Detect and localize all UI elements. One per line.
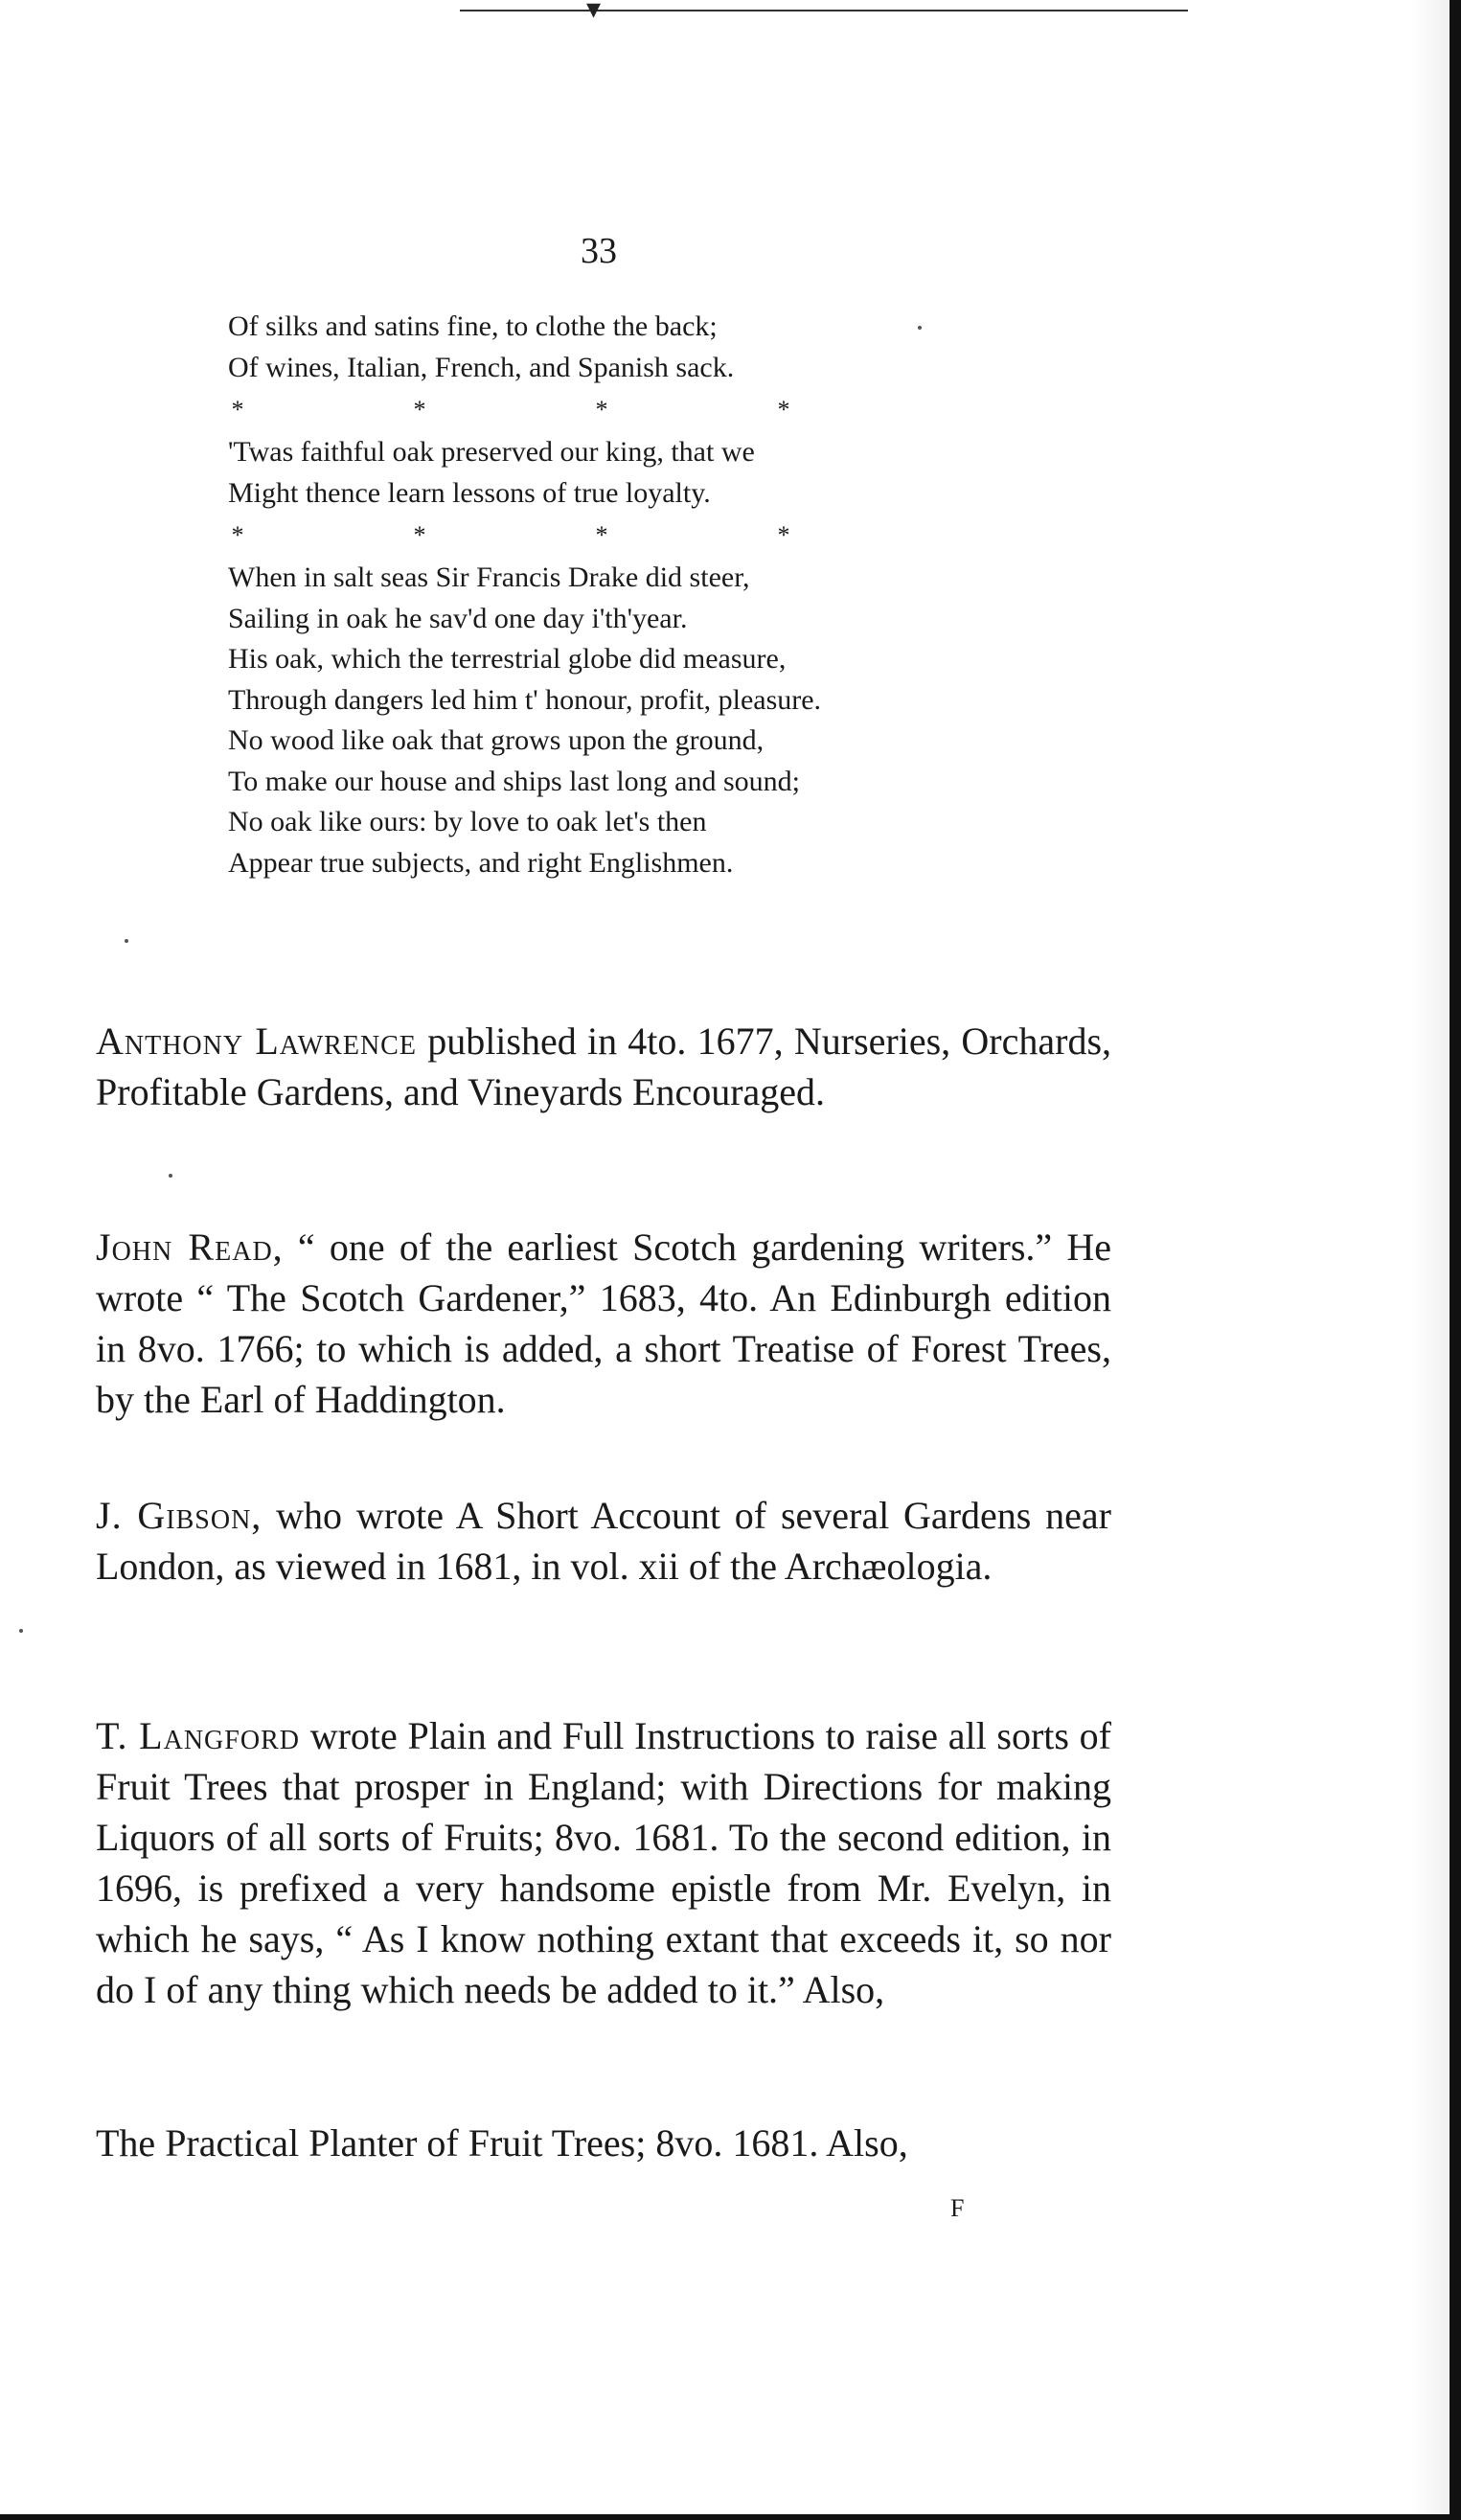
poem-line: Of silks and satins fine, to clothe the back;: [228, 310, 718, 342]
page-number: 33: [581, 231, 617, 271]
signature-mark: F: [950, 2194, 965, 2222]
bibliography-entry-read: [96, 1222, 1111, 1425]
page-shadow: [1411, 0, 1450, 2520]
asterisk: *: [777, 396, 790, 424]
poem-line: To make our house and ships last long and sound;: [228, 765, 800, 797]
bibliography-entry-gibson: [96, 1490, 1111, 1592]
asterisk: *: [231, 521, 244, 549]
poem-line: Appear true subjects, and right Englishmen.: [228, 846, 734, 879]
author-name: J. Gibson,: [96, 1494, 263, 1537]
asterisk: *: [595, 521, 608, 549]
page-edge-right: [1450, 0, 1461, 2520]
bibliography-entry-langford: [96, 1710, 1111, 2015]
poem-line: When in salt seas Sir Francis Drake did steer,: [228, 561, 750, 593]
poem-line: Sailing in oak he sav'd one day i'th'year.: [228, 602, 688, 634]
poem-line: His oak, which the terrestrial globe did measure,: [228, 643, 787, 675]
bibliography-entry-lawrence: [96, 1016, 1111, 1117]
paper-speck: [125, 939, 128, 943]
entry-text: The Practical Planter of Fruit Trees; 8vo. 1681. Also,: [96, 2121, 908, 2165]
entry-text: wrote Plain and Full Instructions to raise all sorts of Fruit Trees that prosper in England; with Directions for making Liquors of all sorts of Fruits; 8vo. 1681. To the second edition, in 1696, is prefixed a very handsome epistle from Mr. Evelyn, in which he says, “ As I know nothing extant that exceeds it, so nor do I of any thing which needs be added to it.” Also,: [96, 1714, 1112, 2011]
asterism-separator: [228, 388, 793, 432]
asterisk: *: [231, 396, 244, 424]
author-name: John Read,: [96, 1226, 284, 1269]
poem-line: No oak like ours: by love to oak let's then: [228, 806, 707, 837]
paper-speck: [169, 1174, 172, 1178]
asterisk: *: [777, 521, 790, 549]
entry-text: “ one of the earliest Scotch gardening writers.” He wrote “ The Scotch Gardener,” 1683, 4to. An Edinburgh edition in 8vo. 1766; to which is added, a short Treatise of Forest Trees, by the Earl of Haddington.: [96, 1226, 1112, 1421]
poem-line: Might thence learn lessons of true loyalty.: [228, 476, 711, 509]
paper-speck: [918, 326, 922, 330]
binding-mark-icon: ▾: [586, 0, 602, 25]
author-name: T. Langford: [96, 1714, 300, 1757]
asterisk: *: [413, 396, 426, 424]
page-edge-bottom: [0, 2514, 1461, 2520]
asterism-separator: [228, 514, 793, 558]
poem-block: [228, 307, 994, 883]
poem-line: 'Twas faithful oak preserved our king, that we: [228, 436, 755, 468]
paper-speck: [19, 1629, 23, 1633]
author-name: Anthony Lawrence: [96, 1019, 417, 1063]
binding-edge-top: [460, 0, 1188, 11]
poem-line: Through dangers led him t' honour, profit, pleasure.: [228, 683, 822, 716]
entry-text: who wrote A Short Account of several Gardens near London, as viewed in 1681, in vol. xii of the Archæologia.: [96, 1494, 1111, 1588]
entry-text: published in 4to. 1677, Nurseries, Orchards, Profitable Gardens, and Vineyards Encouraged.: [96, 1019, 1112, 1113]
asterisk: *: [595, 396, 608, 424]
poem-line: Of wines, Italian, French, and Spanish sack.: [228, 351, 735, 383]
asterisk: *: [413, 521, 426, 549]
bibliography-entry-practical-planter: [96, 2118, 1111, 2168]
poem-line: No wood like oak that grows upon the ground,: [228, 724, 765, 756]
